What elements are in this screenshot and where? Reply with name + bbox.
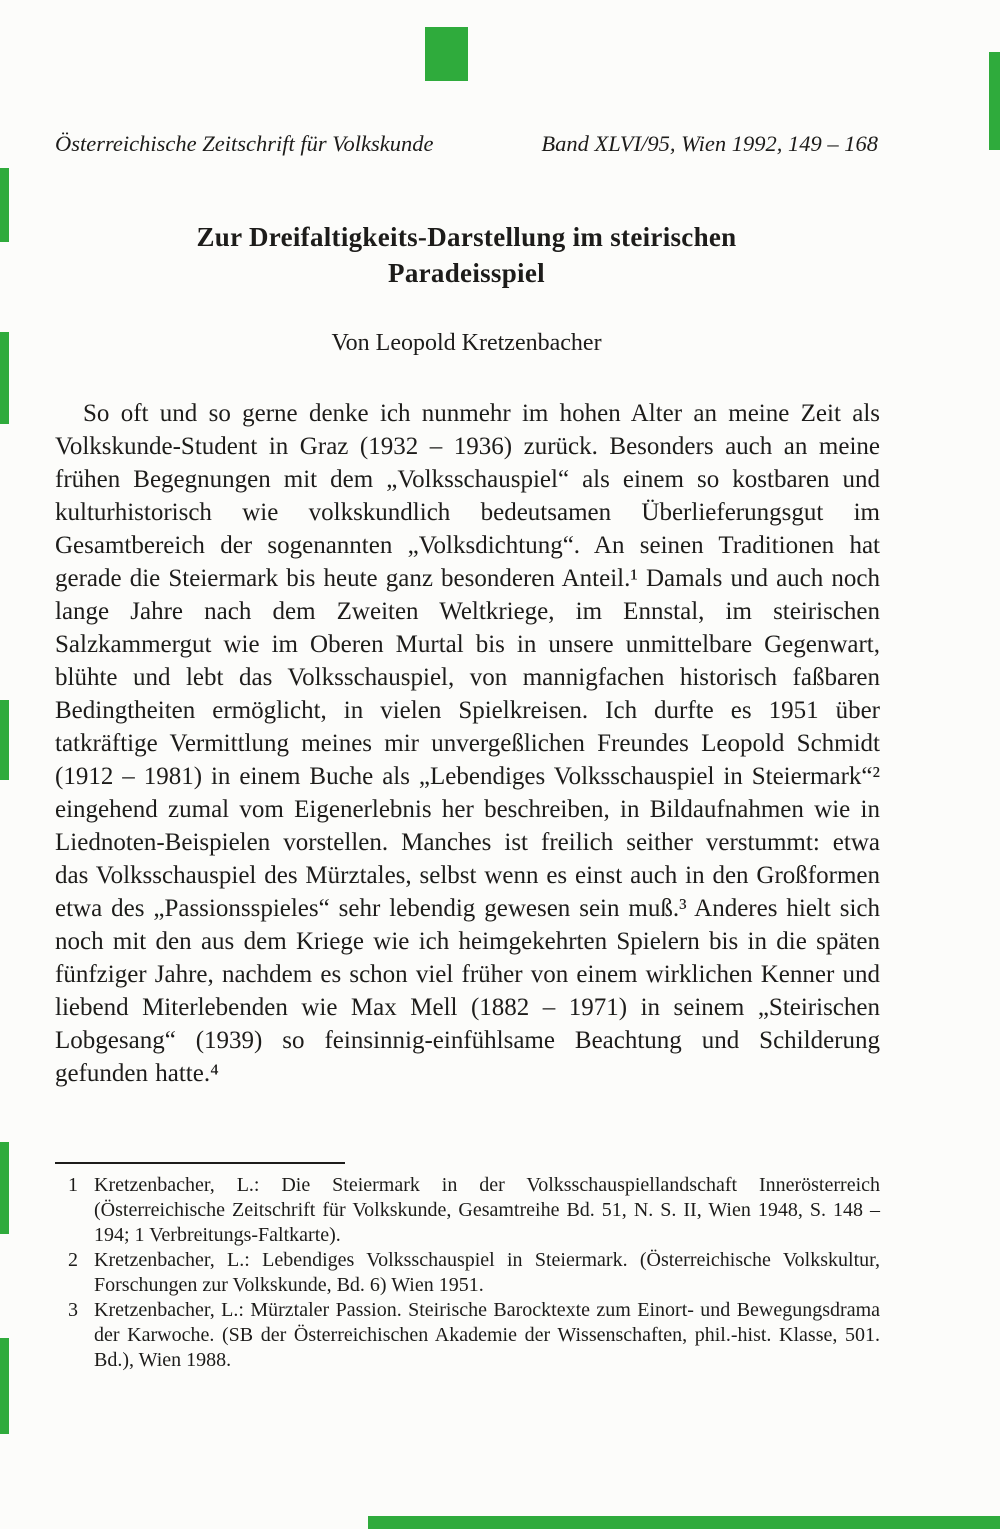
footnote-number: 2 xyxy=(68,1249,78,1271)
scan-artifact-left-5 xyxy=(0,1338,9,1434)
scan-artifact-left-1 xyxy=(0,168,9,242)
footnote-text: Kretzenbacher, L.: Mürztaler Passion. Steirische Barocktexte zum Einort- und Bewegungsdrama der Karwoche. (SB der Österreichischen Akademie der Wissenschaften, phil.-hist. Klasse, 501. Bd.), Wien 1988. xyxy=(94,1299,880,1371)
article-title-line2: Paradeisspiel xyxy=(388,258,545,288)
article-byline: Von Leopold Kretzenbacher xyxy=(331,330,602,356)
journal-header xyxy=(55,131,878,157)
scan-artifact-left-4 xyxy=(0,1142,9,1234)
scan-artifact-top-center xyxy=(425,27,468,81)
footnote-text: Kretzenbacher, L.: Lebendiges Volksschauspiel in Steiermark. (Österreichische Volkskultur, Forschungen zur Volkskunde, Bd. 6) Wien 1951. xyxy=(94,1249,880,1296)
issue-info: Band XLVI/95, Wien 1992, 149 – 168 xyxy=(541,131,878,156)
scan-artifact-left-3 xyxy=(0,700,9,780)
footnote-item xyxy=(68,1173,880,1248)
article-body-paragraph: So oft und so gerne denke ich nunmehr im hohen Alter an meine Zeit als Volkskunde-Student in Graz (1932 – 1936) zurück. Besonders auch an meine frühen Begegnungen mit dem „Volksschauspiel“ als einem so kostbaren und kulturhistorisch wie volkskundlich bedeutsamen Überlieferungsgut im Gesamtbereich der sogenannten „Volksdichtung“. An seinen Traditionen hat gerade die Steiermark bis heute ganz besonderen Anteil.¹ Damals und auch noch lange Jahre nach dem Zweiten Weltkriege, im Ennstal, im steirischen Salzkammergut wie im Oberen Murtal bis in unsere unmittelbare Gegenwart, blühte und lebt das Volksschauspiel, von mannigfachen historisch faßbaren Bedingtheiten ermöglicht, in vielen Spielkreisen. Ich durfte es 1951 über tatkräftige Vermittlung meines mir unvergeßlichen Freundes Leopold Schmidt (1912 – 1981) in einem Buche als „Lebendiges Volksschauspiel in Steiermark“² eingehend zumal vom Eigenerlebnis her beschreiben, in Bildaufnahmen wie in Liednoten-Beispielen vorstellen. Manches ist freilich seither verstummt: etwa das Volksschauspiel des Mürztales, selbst wenn es einst auch in den Großformen etwa des „Passionsspieles“ sehr lebendig gewesen sein muß.³ Anderes hielt sich noch mit den aus dem Kriege wie ich heimgekehrten Spielern bis in die späten fünfziger Jahre, nachdem es schon viel früher von einem wirklichen Kenner und liebend Miterlebenden wie Max Mell (1882 – 1971) in seinem „Steirischen Lobgesang“ (1939) so feinsinnig-einfühlsame Beachtung und Schilderung gefunden hatte.⁴ xyxy=(55,400,880,1087)
footnotes xyxy=(68,1173,880,1373)
scan-artifact-left-2 xyxy=(0,332,9,424)
footnote-item xyxy=(68,1298,880,1373)
footnote-number: 1 xyxy=(68,1174,78,1196)
footnote-item xyxy=(68,1248,880,1298)
footnote-text: Kretzenbacher, L.: Die Steiermark in der Volksschauspiellandschaft Innerösterreich (Österreichische Zeitschrift für Volkskunde, Gesamtreihe Bd. 51, N. S. II, Wien 1948, S. 148 – 194; 1 Verbreitungs-Faltkarte). xyxy=(94,1174,880,1246)
journal-name: Österreichische Zeitschrift für Volkskunde xyxy=(55,131,434,156)
article-title-line1: Zur Dreifaltigkeits-Darstellung im steirischen xyxy=(196,222,737,252)
article-title xyxy=(55,219,878,291)
footnote-separator xyxy=(55,1162,345,1164)
scan-artifact-top-right xyxy=(989,52,1000,150)
footnote-number: 3 xyxy=(68,1299,78,1321)
scan-artifact-bottom-strip xyxy=(368,1516,1000,1529)
